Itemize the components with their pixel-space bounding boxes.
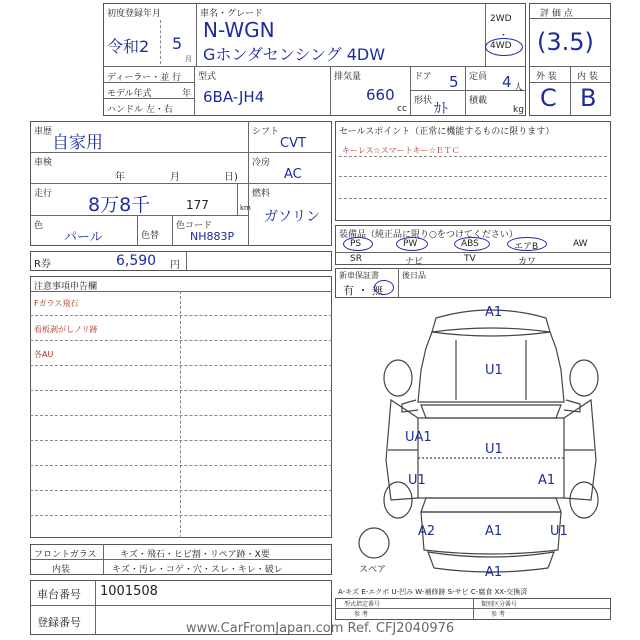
car-diagram [336, 300, 611, 585]
drive-2wd-label: 2WD [490, 14, 512, 24]
doors-value: 5 [449, 73, 459, 91]
model-type-value: 6BA-JH4 [203, 88, 265, 106]
registration-label: 登録番号 [37, 616, 81, 629]
damage-right-rear: U1 [550, 524, 568, 539]
reference-label-2: 参 考 [491, 611, 505, 618]
recycle-value: 6,590 [116, 253, 157, 269]
mileage-sub: 177 [186, 198, 209, 212]
equipment-title: 装備品（純正品に限り○をつけてください） [339, 230, 518, 240]
month-value: 5 [172, 34, 183, 53]
capacity-label: 定員 [469, 72, 488, 82]
front-glass-label: フロントガラス [34, 550, 97, 560]
interior-cond-value: キズ・汚レ・コゲ・穴・スレ・キレ・破レ [112, 565, 283, 575]
interior-cond-label: 内装 [52, 565, 71, 575]
damage-roof: U1 [485, 442, 503, 457]
month-unit: 月 [185, 55, 192, 63]
front-glass-value: キズ・飛石・ヒビ割・リペア跡・X要 [120, 550, 270, 560]
drive-dot: ・ [499, 31, 509, 41]
equip-leather: カワ [518, 257, 537, 267]
ac-label: 冷房 [252, 158, 271, 168]
dealer-label: ディーラー・並 行 [107, 73, 182, 83]
interior-label: 内 装 [577, 72, 598, 82]
damage-front: A1 [485, 305, 503, 320]
mileage-label: 走行 [34, 189, 53, 199]
warranty-none-circle [374, 280, 394, 295]
damage-left-rear: A2 [418, 524, 436, 539]
displacement-value: 660 [366, 86, 395, 104]
first-reg-label: 初度登録年月 [107, 9, 162, 19]
exterior-label: 外 装 [536, 72, 557, 82]
capacity-value: 4 [502, 73, 512, 91]
equip-sr: SR [350, 254, 362, 264]
equip-airbag: エアB [514, 242, 539, 252]
shape-label: 形状 [414, 96, 433, 106]
note-line-1: Fガラス飛石 [34, 299, 79, 308]
interior-grade: B [580, 84, 597, 112]
recycle-frame [30, 251, 332, 271]
car-name-value: N-WGN [203, 18, 275, 42]
inspection-month: 月 [170, 172, 180, 183]
color-label: 色 [34, 221, 44, 231]
warranty-label: 新車保証書 [339, 271, 379, 280]
inspection-day: 日) [224, 172, 238, 183]
mileage-unit: km [240, 204, 251, 212]
shift-label: シフト [252, 127, 280, 137]
equip-navi: ナビ [405, 257, 424, 267]
inspection-year: 年 [115, 172, 125, 183]
equip-abs: ABS [461, 239, 479, 249]
sales-point-line-1: キーレス☆スマートキー☆ＥＴＣ [342, 146, 460, 155]
note-line-3: 各AU [34, 350, 54, 359]
load-unit: kg [513, 105, 524, 115]
shift-value: CVT [280, 136, 306, 151]
use-value: 自家用 [52, 133, 103, 153]
chassis-value: 1001508 [100, 584, 158, 599]
color-value: パール [64, 230, 103, 245]
shape-value: ｶﾄ [434, 101, 448, 117]
note-line-2: 看板剥がしノリ跡 [34, 325, 98, 334]
fuel-label: 燃料 [252, 189, 271, 199]
damage-rear: A1 [485, 565, 503, 580]
drive-4wd-label: 4WD [490, 41, 512, 51]
notes-title: 注意事項申告欄 [34, 282, 98, 292]
inspection-label: 車検 [34, 158, 53, 168]
warranty-value: 有 ・ 無 [343, 284, 383, 297]
model-year-unit: 年 [182, 89, 192, 99]
exterior-grade: C [540, 84, 557, 112]
recycle-label: R券 [34, 259, 51, 270]
recycle-unit: 円 [170, 260, 180, 271]
use-label: 車歴 [34, 127, 53, 137]
delivery-label: 後日品 [402, 271, 426, 280]
model-year-label: モデル年式 [107, 89, 152, 99]
damage-left-rear-door: U1 [408, 473, 426, 488]
color-code-value: NH883P [190, 230, 235, 243]
equip-tv: TV [464, 254, 476, 264]
handle-label: ハンドル 左・右 [107, 105, 173, 115]
type-designation-label: 型式指定番号 [344, 601, 381, 608]
color-code-label: 色コード [176, 221, 213, 231]
class-number-label: 類別区分番号 [481, 601, 518, 608]
displacement-unit: cc [397, 104, 407, 114]
chassis-label: 車台番号 [37, 588, 81, 601]
era-value: 令和2 [107, 37, 150, 56]
damage-hood: U1 [485, 363, 503, 378]
model-type-label: 型式 [198, 72, 217, 82]
damage-right-rear-door: A1 [538, 473, 556, 488]
door-label: ドア [414, 72, 432, 82]
color-change-label: 色替 [141, 231, 160, 241]
damage-trunk: A1 [485, 524, 503, 539]
damage-left-front: UA1 [405, 430, 432, 445]
load-label: 積載 [469, 96, 488, 106]
damage-legend: A-キズ E-エクボ U-凹み W-補修跡 S-サビ C-腐食 XX-交換済 [338, 588, 528, 596]
watermark: www.CarFromJapan.com Ref. CFJ2040976 [185, 621, 455, 636]
ac-value: AC [284, 167, 302, 182]
mileage-value: 8万8千 [88, 194, 151, 216]
grade-value: Gホンダセンシング 4DW [203, 45, 386, 64]
car-name-label: 車名・グレード [200, 9, 264, 19]
capacity-unit: 人 [514, 83, 524, 93]
displacement-label: 排気量 [334, 72, 362, 82]
rating-label: 評 価 点 [540, 9, 573, 19]
reference-label: 参 考 [354, 611, 368, 618]
rating-score: (3.5) [537, 28, 594, 56]
equip-pw: PW [403, 239, 418, 249]
spare-label: スペア [359, 565, 387, 575]
equip-aw: AW [573, 239, 588, 249]
equip-ps: PS [350, 239, 362, 249]
sales-points-title: セールスポイント（正常に機能するものに限ります） [339, 127, 555, 137]
fuel-value: ガソリン [264, 209, 320, 225]
